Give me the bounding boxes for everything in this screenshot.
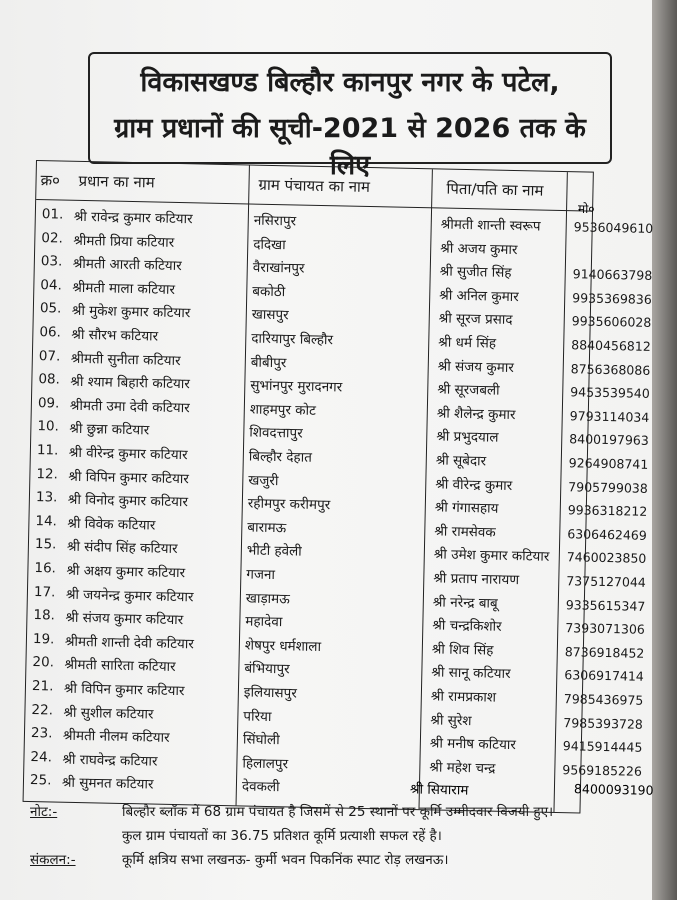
note-label: नोट:- [30, 804, 58, 820]
village-cell: नसिरापुर [253, 212, 297, 230]
phone-cell: 7460023850 [566, 549, 647, 567]
phone-cell: 9936318212 [567, 502, 648, 520]
phone-cell: 8400197963 [569, 431, 649, 449]
village-cell: परिया [243, 708, 272, 725]
village-cell: शेषपुर धर्मशाला [244, 637, 322, 655]
phone-cell: 9536049610 [573, 219, 654, 236]
village-cell: सिंघोली [242, 731, 280, 749]
relation-cell: श्री अनिल कुमार [439, 287, 519, 305]
title-line-2: ग्राम प्रधानों की सूची-2021 से 2026 तक के लिए [114, 113, 586, 181]
relation-cell: श्री सानू कटियार [431, 664, 511, 683]
serial-cell: 08. [38, 371, 61, 388]
phone-cell: 8736918452 [564, 643, 645, 661]
serial-cell: 23. [30, 725, 53, 742]
phone-cell: 8840456812 [571, 337, 651, 354]
name-cell: श्री संजय कुमार कटियार [65, 609, 184, 629]
relation-cell: श्री चन्द्रकिशोर [432, 617, 502, 636]
serial-cell: 22. [31, 701, 54, 719]
phone-cell: 6306917414 [564, 667, 644, 685]
phone-cell: 7393071306 [565, 620, 645, 638]
name-cell: श्री जयनेन्द्र कुमार कटियार [65, 586, 194, 605]
phone-cell: 9935606028 [571, 313, 652, 331]
extra-relation: श्री सियाराम [409, 781, 469, 799]
relation-cell: श्री सूरज प्रसाद [438, 310, 513, 329]
village-cell: हिलालपुर [242, 755, 289, 773]
serial-cell: 18. [33, 607, 56, 624]
village-cell: रहीमपुर करीमपुर [247, 495, 331, 514]
phone-cell: 7985436975 [563, 691, 644, 708]
serial-cell: 14. [35, 512, 58, 530]
phone-cell: 9935369836 [572, 290, 652, 307]
name-cell: श्री अक्षय कुमार कटियार [66, 562, 186, 582]
extra-phone: 8400093190 [573, 781, 654, 798]
relation-cell: श्री सूबेदार [435, 452, 487, 470]
name-cell: श्री विपिन कुमार कटियार [63, 680, 185, 700]
village-cell: खासपुर [251, 306, 289, 324]
village-cell: बीबीपुर [250, 354, 287, 371]
relation-cell: श्री प्रभुदयाल [436, 428, 499, 447]
name-cell: श्रीमती उमा देवी कटियार [69, 397, 190, 417]
name-cell: श्री रावेन्द्र कुमार कटियार [73, 208, 193, 228]
name-cell: श्रीमती शान्ती देवी कटियार [64, 633, 194, 653]
relation-cell: श्री रामप्रकाश [430, 688, 497, 706]
serial-cell: 25. [29, 772, 52, 789]
serial-cell: 01. [41, 206, 64, 223]
relation-cell: श्री उमेश कुमार कटियार [433, 546, 550, 566]
phone-cell: 8756368086 [570, 360, 651, 378]
name-cell: श्री विपिन कुमार कटियार [68, 468, 190, 487]
village-cell: इलियासपुर [243, 684, 297, 702]
relation-cell: श्री नरेन्द्र बाबू [432, 594, 498, 612]
name-cell: श्री संदीप सिंह कटियार [66, 539, 178, 558]
serial-cell: 24. [30, 748, 53, 766]
name-cell: श्रीमती आरती कटियार [72, 255, 182, 275]
relation-cell: श्री रामसेवक [434, 523, 496, 541]
name-cell: श्रीमती सुनीता कटियार [70, 350, 181, 369]
name-cell: श्री विनोद कुमार कटियार [67, 491, 189, 511]
header-serial: क्र० [40, 171, 61, 190]
relation-cell: श्री महेश चन्द्र [429, 759, 496, 777]
note-line-1: बिल्हौर ब्लॉक में 68 ग्राम पंचायत है जिसमें से 25 स्थानों पर कूर्मि उम्मीदवार विजयी हुए। [122, 804, 554, 820]
header-name: प्रधान का नाम [78, 171, 155, 192]
name-cell: श्रीमती प्रिया कटियार [73, 232, 175, 251]
name-cell: श्री छुन्ना कटियार [69, 421, 150, 439]
phone-cell: 9569185226 [562, 761, 643, 779]
phone-cell: 9264908741 [568, 455, 649, 472]
serial-cell: 10. [37, 418, 60, 435]
village-cell: बारामऊ [247, 519, 287, 537]
village-cell: भीटी हवेली [246, 542, 302, 561]
relation-cell: श्री शिव सिंह [431, 641, 494, 659]
serial-cell: 17. [33, 583, 56, 601]
name-cell: श्रीमती नीलम कटियार [62, 727, 170, 747]
village-cell: शाहमपुर कोट [249, 401, 317, 419]
village-cell: खजुरी [248, 472, 279, 489]
name-cell: श्री विवेक कटियार [67, 515, 156, 534]
village-cell: गजना [246, 566, 276, 584]
serial-cell: 16. [34, 560, 57, 577]
name-cell: श्री सौरभ कटियार [71, 326, 159, 345]
village-cell: शिवदत्तापुर [249, 424, 303, 443]
phone-cell: 7905799038 [568, 478, 648, 496]
name-cell: श्री श्याम बिहारी कटियार [70, 373, 190, 393]
serial-cell: 12. [36, 465, 59, 483]
village-cell: देवकली [241, 778, 280, 796]
header-relation: पिता/पति का नाम [446, 179, 544, 200]
serial-cell: 11. [36, 442, 59, 459]
phone-cell: 9453539540 [570, 384, 650, 402]
relation-cell: श्री सुरेश [430, 711, 472, 729]
village-cell: बिल्हौर देहात [248, 448, 313, 466]
name-cell: श्रीमती माला कटियार [72, 279, 176, 298]
serial-cell: 02. [41, 229, 64, 247]
relation-cell: श्री संजय कुमार [437, 358, 515, 376]
compiled-line-1: कूर्मि क्षत्रिय सभा लखनऊ- कुर्मी भवन पिकनिंक स्पाट रोड़ लखनऊ। [122, 852, 449, 868]
serial-cell: 15. [34, 536, 57, 553]
name-cell: श्री मुकेश कुमार कटियार [71, 303, 191, 322]
village-cell: बकोठी [252, 283, 286, 301]
phone-cell: 9415914445 [562, 738, 643, 756]
header-mobile: मो० [577, 201, 595, 217]
relation-cell: श्री अजय कुमार [440, 240, 518, 258]
relation-cell: श्री गंगासहाय [434, 499, 499, 517]
name-cell: श्री वीरेन्द्र कुमार कटियार [68, 444, 188, 464]
serial-cell: 04. [40, 276, 63, 294]
serial-cell: 21. [31, 678, 54, 695]
name-cell: श्रीमती सारिता कटियार [64, 657, 176, 676]
village-cell: बंभियापुर [244, 660, 290, 678]
relation-cell: श्री शैलेन्द्र कुमार [436, 405, 516, 423]
relation-cell: श्रीमती शान्ती स्वरूप [440, 216, 541, 235]
relation-cell: श्री सुजीत सिंह [439, 263, 512, 282]
serial-cell: 06. [39, 324, 62, 341]
serial-cell: 05. [39, 300, 62, 317]
village-cell: वैराखांनपुर [252, 259, 305, 277]
serial-cell: 09. [37, 394, 60, 412]
name-cell: श्री सुशील कटियार [63, 704, 154, 723]
book-spine [652, 0, 677, 900]
relation-cell: श्री प्रताप नारायण [433, 570, 520, 589]
serial-cell: 03. [40, 253, 63, 270]
relation-cell: श्री मनीष कटियार [429, 735, 517, 754]
note-line-2: कुल ग्राम पंचायतों का 36.75 प्रतिशत कूर्मि प्रत्याशी सफल रहें है। [122, 828, 442, 844]
relation-cell: श्री धर्म सिंह [438, 334, 497, 352]
serial-cell: 13. [35, 489, 58, 506]
phone-cell: 9335615347 [565, 596, 646, 614]
village-cell: महादेवा [245, 613, 283, 631]
village-cell: दारियापुर बिल्हौर [251, 330, 334, 349]
compiled-label: संकलन:- [30, 852, 76, 868]
relation-cell: श्री वीरेन्द्र कुमार [435, 476, 513, 494]
relation-cell: श्री सूरजबली [437, 381, 500, 399]
serial-cell: 19. [32, 630, 55, 648]
phone-cell: 7985393728 [563, 714, 644, 732]
phone-cell: 9140663798 [572, 266, 653, 284]
village-cell: सुभांनपुर मुरादनगर [250, 377, 343, 396]
serial-cell: 20. [32, 654, 55, 671]
header-village: ग्राम पंचायत का नाम [258, 175, 371, 196]
name-cell: श्री सुमनत कटियार [61, 775, 154, 793]
name-cell: श्री राघवेन्द्र कटियार [62, 751, 158, 770]
phone-cell: 9793114034 [569, 408, 650, 425]
serial-cell: 07. [38, 347, 61, 365]
village-cell: ददिखा [253, 236, 286, 253]
phone-cell: 7375127044 [566, 573, 646, 590]
title-line-1: विकासखण्ड बिल्हौर कानपुर नगर के पटेल, [140, 67, 560, 98]
title-box [88, 52, 612, 181]
phone-cell: 6306462469 [567, 526, 647, 543]
village-cell: खाड़ामऊ [245, 590, 290, 608]
